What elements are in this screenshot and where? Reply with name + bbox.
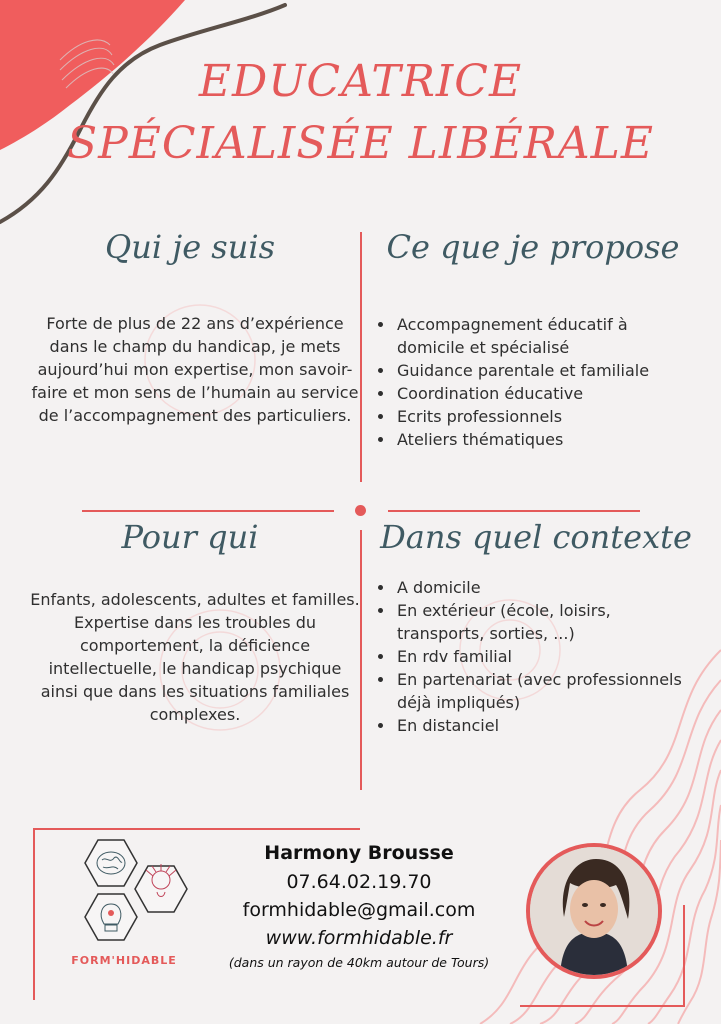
list-item: • En extérieur (école, loisirs, transports, sorties, ...) (395, 599, 695, 645)
list-item: • Accompagnement éducatif à domicile et spécialisé (395, 313, 695, 359)
list-item: • A domicile (395, 576, 695, 599)
heading-dans-quel-contexte: Dans quel contexte (380, 518, 692, 556)
horizontal-divider-right (388, 510, 640, 512)
list-dans-quel-contexte (375, 576, 695, 737)
contact-name: Harmony Brousse (264, 842, 454, 864)
center-dot (355, 505, 366, 516)
contact-phone: 07.64.02.19.70 (286, 871, 432, 893)
top-left-decoration (0, 0, 300, 230)
list-ce-que-je-propose (375, 313, 695, 451)
formhidable-logo (58, 836, 190, 976)
list-item: • Ateliers thématiques (395, 428, 695, 451)
list-item: • Guidance parentale et familiale (395, 359, 695, 382)
page-title-line-2: SPÉCIALISÉE LIBÉRALE (67, 118, 654, 169)
portrait-photo (526, 843, 662, 979)
page-title-line-1: EDUCATRICE (198, 56, 523, 107)
heading-pour-qui: Pour qui (121, 518, 259, 556)
list-item: • En rdv familial (395, 645, 695, 668)
logo-text: FORM'HIDABLE (71, 954, 177, 967)
contact-email[interactable]: formhidable@gmail.com (242, 899, 476, 921)
heading-ce-que-je-propose: Ce que je propose (386, 228, 680, 266)
vertical-divider-bottom (360, 530, 362, 790)
text-qui-je-suis: Forte de plus de 22 ans d’expérience dans le champ du handicap, je mets aujourd’hui mon expertise, mon savoir-faire et mon sens de l’humain au service de l’accompagnement des particuliers. (31, 314, 359, 425)
list-item: • En partenariat (avec professionnels déjà impliqués) (395, 668, 695, 714)
heading-qui-je-suis: Qui je suis (105, 228, 275, 266)
contact-area: (dans un rayon de 40km autour de Tours) (228, 955, 490, 970)
vertical-divider-top (360, 232, 362, 482)
portrait-avatar (530, 847, 658, 975)
horizontal-divider-left (82, 510, 334, 512)
list-item: • Ecrits professionnels (395, 405, 695, 428)
list-item: • En distanciel (395, 714, 695, 737)
list-item: • Coordination éducative (395, 382, 695, 405)
contact-website[interactable]: www.formhidable.fr (265, 927, 453, 949)
text-pour-qui: Enfants, adolescents, adultes et familles. Expertise dans les troubles du comportement, la déficience intellectuelle, le handicap psychique ainsi que dans les situations familiales complexes. (30, 590, 360, 724)
